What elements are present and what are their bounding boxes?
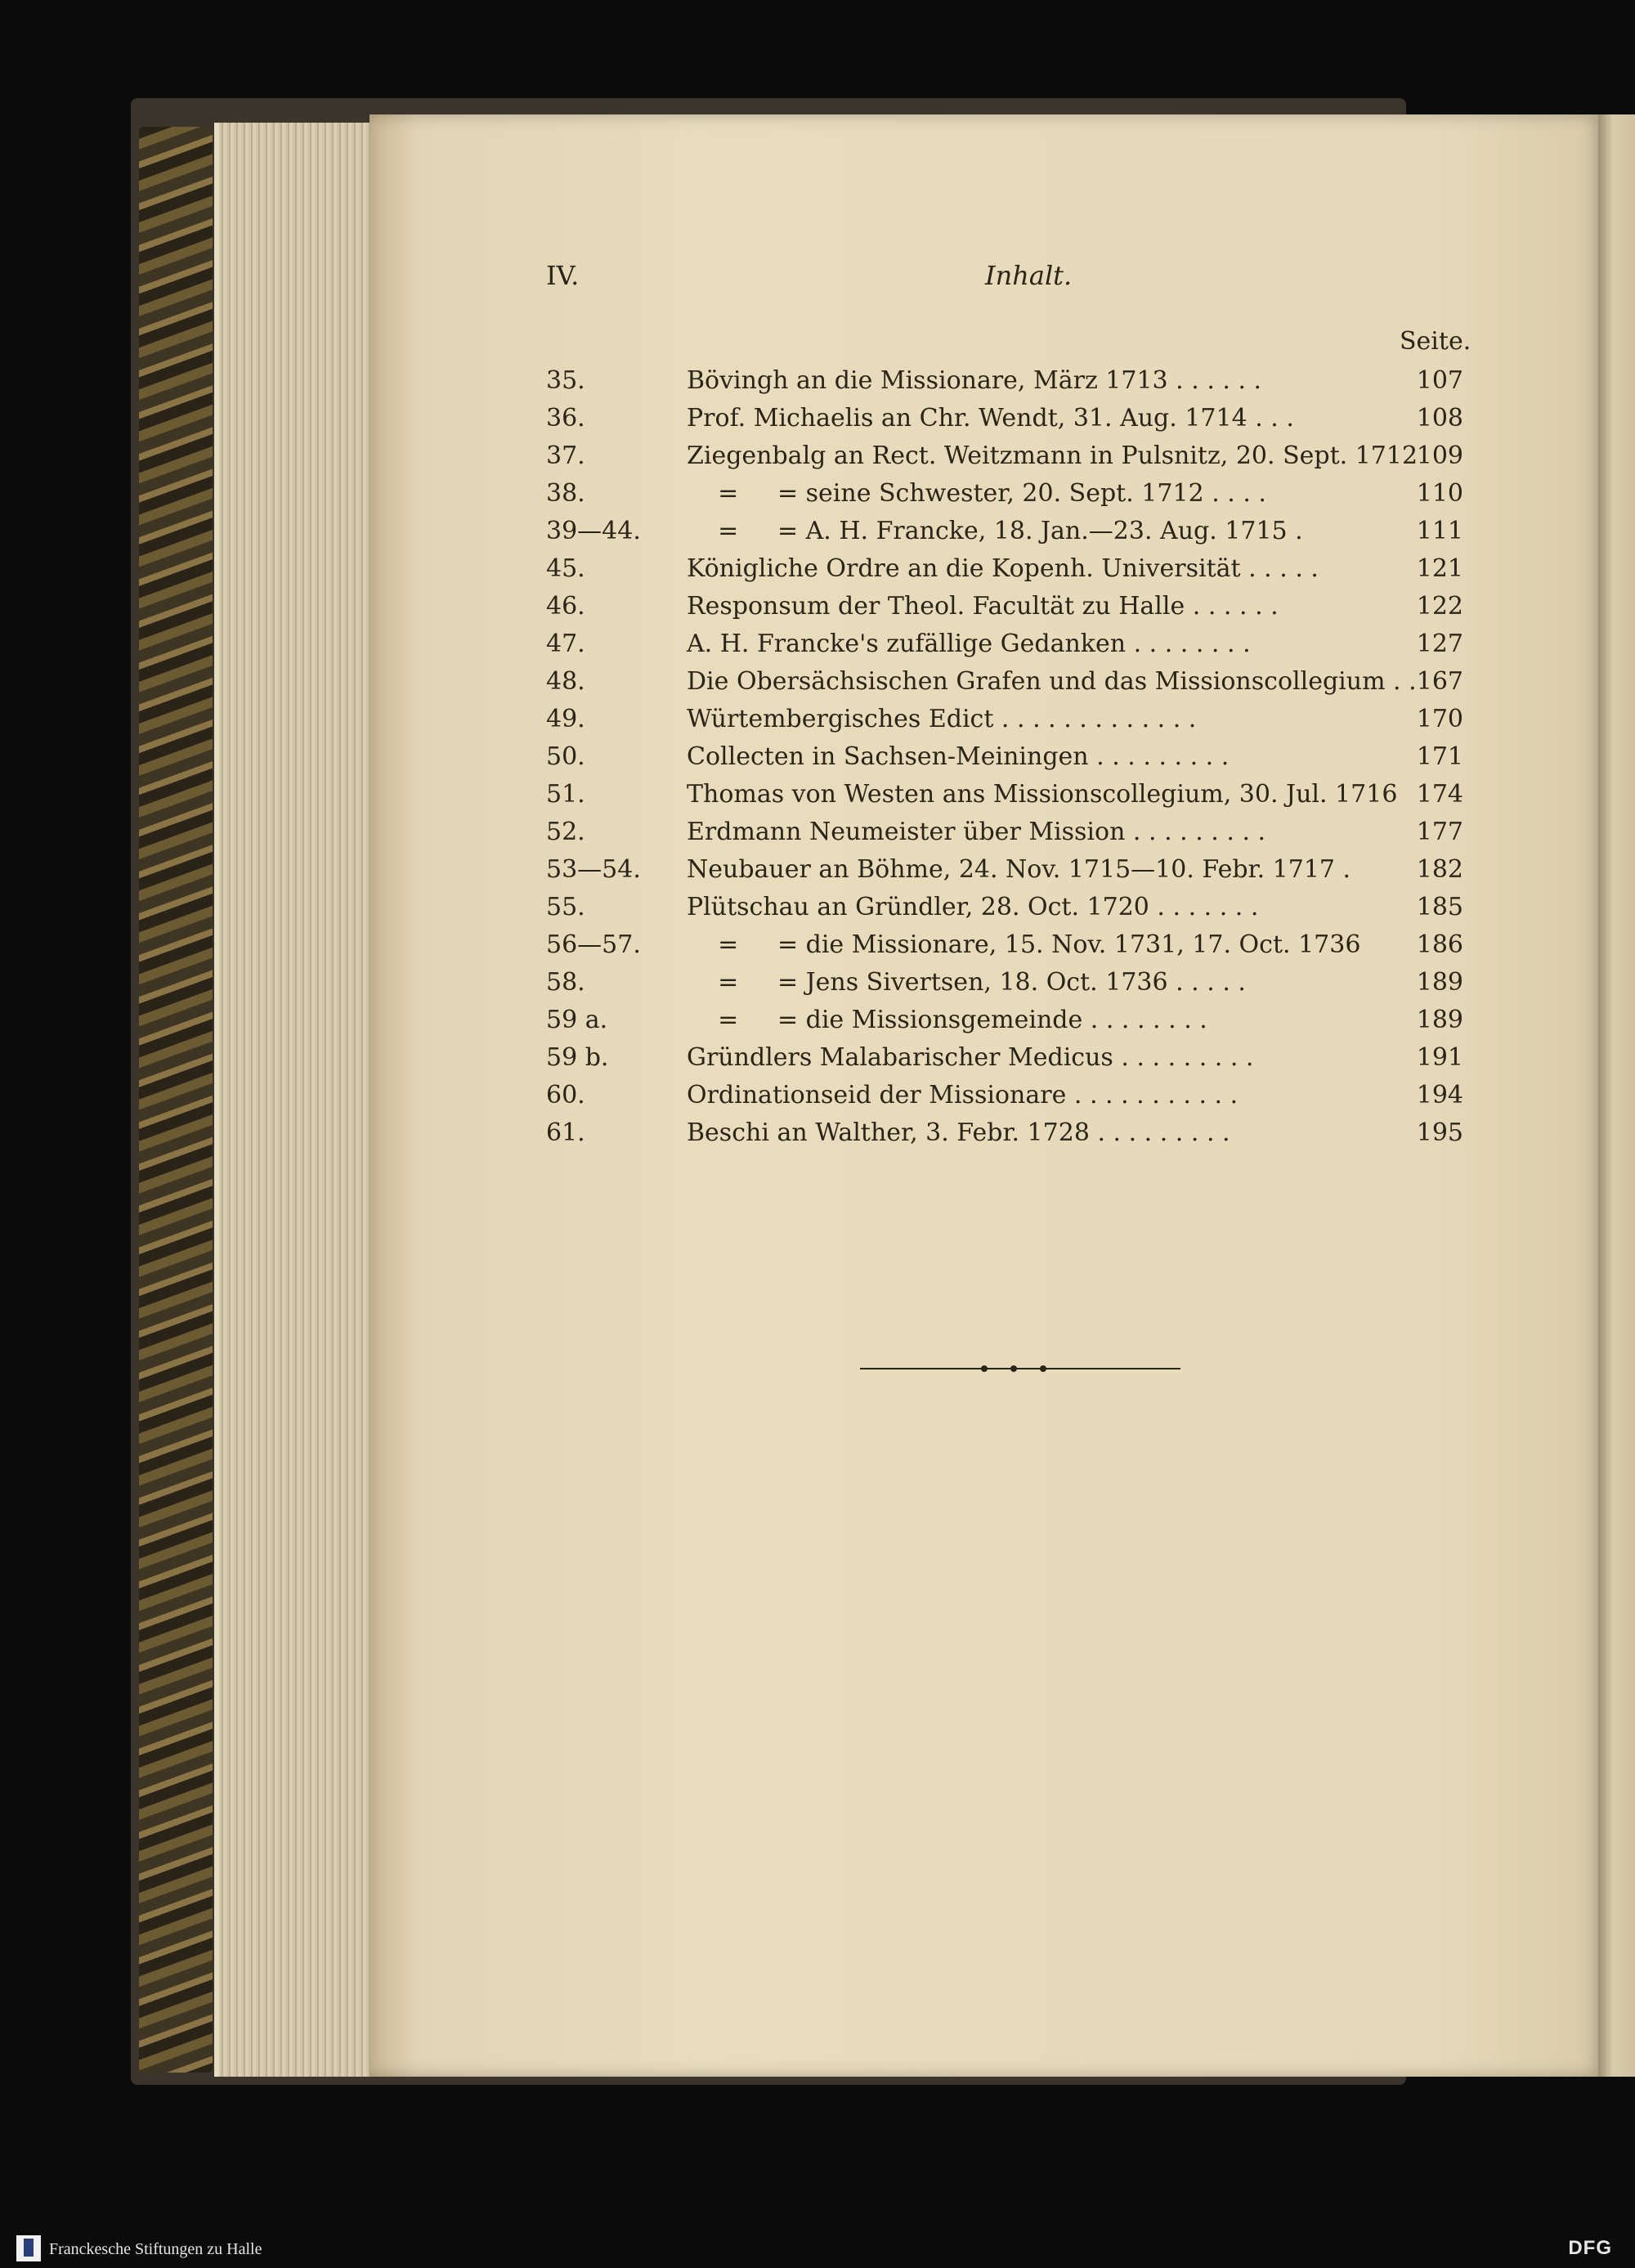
entry-title: = = die Missionsgemeinde . . . . . . . . xyxy=(687,1006,1207,1034)
ornamental-rule xyxy=(860,1365,1180,1372)
entry-title: Prof. Michaelis an Chr. Wendt, 31. Aug. 1714 . . . xyxy=(687,404,1294,433)
entry-number: 36. xyxy=(546,404,585,433)
toc-entry xyxy=(546,999,1463,1037)
toc-entry xyxy=(546,1112,1463,1150)
toc-entry xyxy=(546,773,1463,811)
page-column-header: Seite. xyxy=(1400,327,1472,356)
entry-number: 45. xyxy=(546,554,585,583)
toc-entry xyxy=(546,473,1463,510)
toc-entry xyxy=(546,698,1463,736)
entry-title: Thomas von Westen ans Missionscollegium, 30. Jul. 1716 xyxy=(687,780,1398,809)
entry-title: = = Jens Sivertsen, 18. Oct. 1736 . . . . . xyxy=(687,968,1246,997)
entry-title: Königliche Ordre an die Kopenh. Universität . . . . . xyxy=(687,554,1319,583)
toc-entry xyxy=(546,360,1463,397)
entry-number: 39—44. xyxy=(546,517,641,545)
toc-entry xyxy=(546,585,1463,623)
entry-page: 170 xyxy=(1416,705,1463,733)
entry-title: A. H. Francke's zufällige Gedanken . . . . . . . . xyxy=(687,630,1251,658)
entry-page: 167 xyxy=(1416,667,1463,696)
entry-title: Würtembergisches Edict . . . . . . . . . . . . . xyxy=(687,705,1197,733)
entry-page: 110 xyxy=(1416,479,1463,508)
toc-entry xyxy=(546,1074,1463,1112)
toc-entry xyxy=(546,661,1463,698)
entry-page: 108 xyxy=(1416,404,1463,433)
entry-number: 49. xyxy=(546,705,585,733)
entry-title: Die Obersächsischen Grafen und das Missionscollegium . . xyxy=(687,667,1417,696)
entry-title: Erdmann Neumeister über Mission . . . . . . . . . xyxy=(687,818,1266,846)
toc-entry xyxy=(546,886,1463,924)
entry-title: Plütschau an Gründler, 28. Oct. 1720 . . . . . . . xyxy=(687,893,1259,921)
entry-page: 111 xyxy=(1416,517,1463,545)
entry-page: 186 xyxy=(1416,930,1463,959)
entry-number: 58. xyxy=(546,968,585,997)
entry-number: 56—57. xyxy=(546,930,641,959)
toc-entry xyxy=(546,397,1463,435)
facing-page-edge xyxy=(1598,114,1635,2077)
dfg-logo: DFG xyxy=(1568,2237,1612,2259)
entry-page: 185 xyxy=(1416,893,1463,921)
toc-entry xyxy=(546,1037,1463,1074)
toc-entry xyxy=(546,510,1463,548)
entry-number: 60. xyxy=(546,1081,585,1109)
entry-title: Gründlers Malabarischer Medicus . . . . . . . . . xyxy=(687,1043,1254,1072)
entry-page: 191 xyxy=(1416,1043,1463,1072)
entry-number: 37. xyxy=(546,441,585,470)
viewer-footer xyxy=(0,2230,1635,2268)
entry-number: 52. xyxy=(546,818,585,846)
toc-entry xyxy=(546,623,1463,661)
page-title: Inhalt. xyxy=(985,260,1073,291)
entry-number: 50. xyxy=(546,742,585,771)
entry-title: Collecten in Sachsen-Meiningen . . . . . . . . . xyxy=(687,742,1230,771)
entry-page: 194 xyxy=(1416,1081,1463,1109)
toc-entry xyxy=(546,548,1463,585)
entry-page: 174 xyxy=(1416,780,1463,809)
entry-number: 46. xyxy=(546,592,585,621)
entry-number: 38. xyxy=(546,479,585,508)
table-of-contents xyxy=(546,360,1463,1150)
toc-entry xyxy=(546,961,1463,999)
entry-number: 55. xyxy=(546,893,585,921)
entry-number: 51. xyxy=(546,780,585,809)
page-edges xyxy=(214,123,374,2077)
page-number: IV. xyxy=(546,260,580,291)
entry-page: 109 xyxy=(1416,441,1463,470)
entry-title: = = A. H. Francke, 18. Jan.—23. Aug. 1715 . xyxy=(687,517,1303,545)
entry-page: 177 xyxy=(1416,818,1463,846)
entry-number: 53—54. xyxy=(546,855,641,884)
marbled-cover xyxy=(139,127,213,2073)
entry-number: 35. xyxy=(546,366,585,395)
entry-title: = = seine Schwester, 20. Sept. 1712 . . . . xyxy=(687,479,1266,508)
entry-number: 61. xyxy=(546,1118,585,1147)
toc-entry xyxy=(546,849,1463,886)
entry-page: 107 xyxy=(1416,366,1463,395)
toc-entry xyxy=(546,924,1463,961)
toc-entry xyxy=(546,811,1463,849)
entry-title: Ordinationseid der Missionare . . . . . . . . . . . xyxy=(687,1081,1239,1109)
entry-title: Responsum der Theol. Facultät zu Halle . . . . . . xyxy=(687,592,1279,621)
entry-title: Beschi an Walther, 3. Febr. 1728 . . . . . . . . . xyxy=(687,1118,1230,1147)
entry-title: = = die Missionare, 15. Nov. 1731, 17. Oct. 1736 xyxy=(687,930,1361,959)
entry-title: Bövingh an die Missionare, März 1713 . . . . . . xyxy=(687,366,1262,395)
entry-page: 171 xyxy=(1416,742,1463,771)
entry-page: 182 xyxy=(1416,855,1463,884)
entry-page: 189 xyxy=(1416,968,1463,997)
entry-number: 48. xyxy=(546,667,585,696)
entry-number: 59 a. xyxy=(546,1006,608,1034)
entry-page: 127 xyxy=(1416,630,1463,658)
entry-title: Neubauer an Böhme, 24. Nov. 1715—10. Febr. 1717 . xyxy=(687,855,1351,884)
entry-page: 121 xyxy=(1416,554,1463,583)
entry-title: Ziegenbalg an Rect. Weitzmann in Pulsnitz, 20. Sept. 1712 xyxy=(687,441,1418,470)
toc-entry xyxy=(546,435,1463,473)
institution-name: Franckesche Stiftungen zu Halle xyxy=(49,2240,262,2258)
entry-number: 47. xyxy=(546,630,585,658)
toc-entry xyxy=(546,736,1463,773)
entry-page: 195 xyxy=(1416,1118,1463,1147)
institution-logo-icon xyxy=(16,2235,41,2261)
entry-number: 59 b. xyxy=(546,1043,609,1072)
entry-page: 189 xyxy=(1416,1006,1463,1034)
entry-page: 122 xyxy=(1416,592,1463,621)
